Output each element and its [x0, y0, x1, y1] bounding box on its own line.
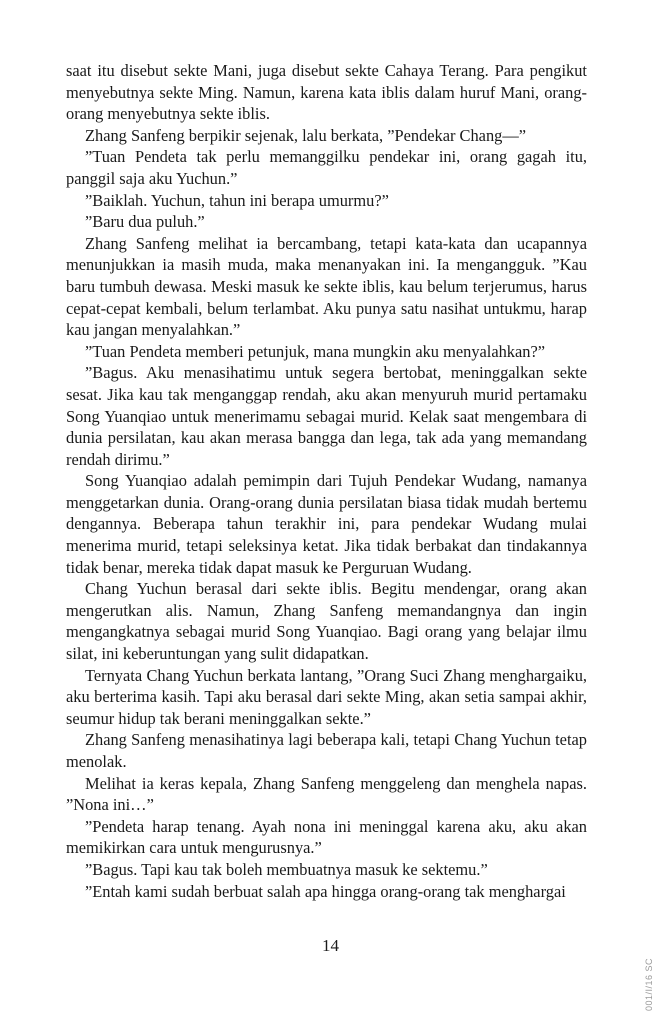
body-text [66, 60, 587, 902]
paragraph: ”Entah kami sudah berbuat salah apa hingga orang-orang tak menghargai [85, 881, 566, 901]
paragraph: ”Baiklah. Yuchun, tahun ini berapa umurmu?” [85, 190, 389, 210]
paragraph: saat itu disebut sekte Mani, juga disebut sekte Cahaya Terang. Para pengikut menyebutnya sekte Ming. Namun, karena kata iblis dalam huruf Mani, orang-orang menyebutnya sekte iblis. [66, 61, 587, 124]
paragraph: ”Tuan Pendeta tak perlu memanggilku pendekar ini, orang gagah itu, panggil saja aku Yuchun.” [66, 147, 587, 188]
paragraph: Melihat ia keras kepala, Zhang Sanfeng menggeleng dan menghela napas. ”Nona ini…” [66, 773, 587, 815]
paragraph: ”Tuan Pendeta memberi petunjuk, mana mungkin aku menyalahkan?” [85, 341, 546, 361]
paragraph: Zhang Sanfeng berpikir sejenak, lalu berkata, ”Pendekar Chang—” [85, 125, 527, 145]
paragraph: Chang Yuchun berasal dari sekte iblis. Begitu mendengar, orang akan mengerutkan alis. Namun, Zhang Sanfeng memandangnya dan ingin mengangkatnya sebagai murid Song Yuanqiao. Bagi orang yang belajar ilmu silat, ini keberuntungan yang sulit didapatkan. [66, 579, 587, 664]
paragraph: Zhang Sanfeng menasihatinya lagi beberapa kali, tetapi Chang Yuchun tetap menolak. [66, 730, 587, 771]
paragraph: Ternyata Chang Yuchun berkata lantang, ”Orang Suci Zhang menghargaiku, aku berterima kasih. Tapi aku berasal dari sekte Ming, akan setia sampai akhir, seumur hidup tak berani meninggalkan sekte.” [66, 665, 587, 728]
paragraph: Zhang Sanfeng melihat ia bercambang, tetapi kata-kata dan ucapannya menunjukkan ia masih muda, maka menanyakan ini. Ia mengangguk. ”Kau baru tumbuh dewasa. Meski masuk ke sekte iblis, kau belum terjerumus, harus cepat-cepat kembali, belum terlambat. Aku punya satu nasihat untukmu, harap kau jangan menyalahkan.” [66, 233, 587, 340]
paragraph: ”Baru dua puluh.” [85, 212, 205, 232]
page-number: 14 [322, 936, 339, 955]
paragraph: ”Bagus. Tapi kau tak boleh membuatnya masuk ke sektemu.” [85, 859, 488, 879]
print-code: 001/I/16 SC [644, 958, 654, 1012]
paragraph: Song Yuanqiao adalah pemimpin dari Tujuh Pendekar Wudang, namanya menggetarkan dunia. Orang-orang dunia persilatan biasa tidak mudah bertemu dengannya. Beberapa tahun terakhir ini, para pendekar Wudang mulai menerima murid, tetapi seleksinya ketat. Jika tidak berbakat dan tindakannya tidak benar, mereka tidak dapat masuk ke Perguruan Wudang. [66, 471, 587, 577]
paragraph: ”Bagus. Aku menasihatimu untuk segera bertobat, meninggalkan sekte sesat. Jika kau tak menganggap rendah, aku akan menyuruh murid pertamaku Song Yuanqiao untuk menerimamu sebagai murid. Kelak saat mengembara di dunia persilatan, kau akan merasa bangga dan lega, tak ada yang memandang rendah dirimu.” [66, 363, 587, 469]
paragraph: ”Pendeta harap tenang. Ayah nona ini meninggal karena aku, aku akan memikirkan cara untuk mengurusnya.” [66, 816, 587, 858]
